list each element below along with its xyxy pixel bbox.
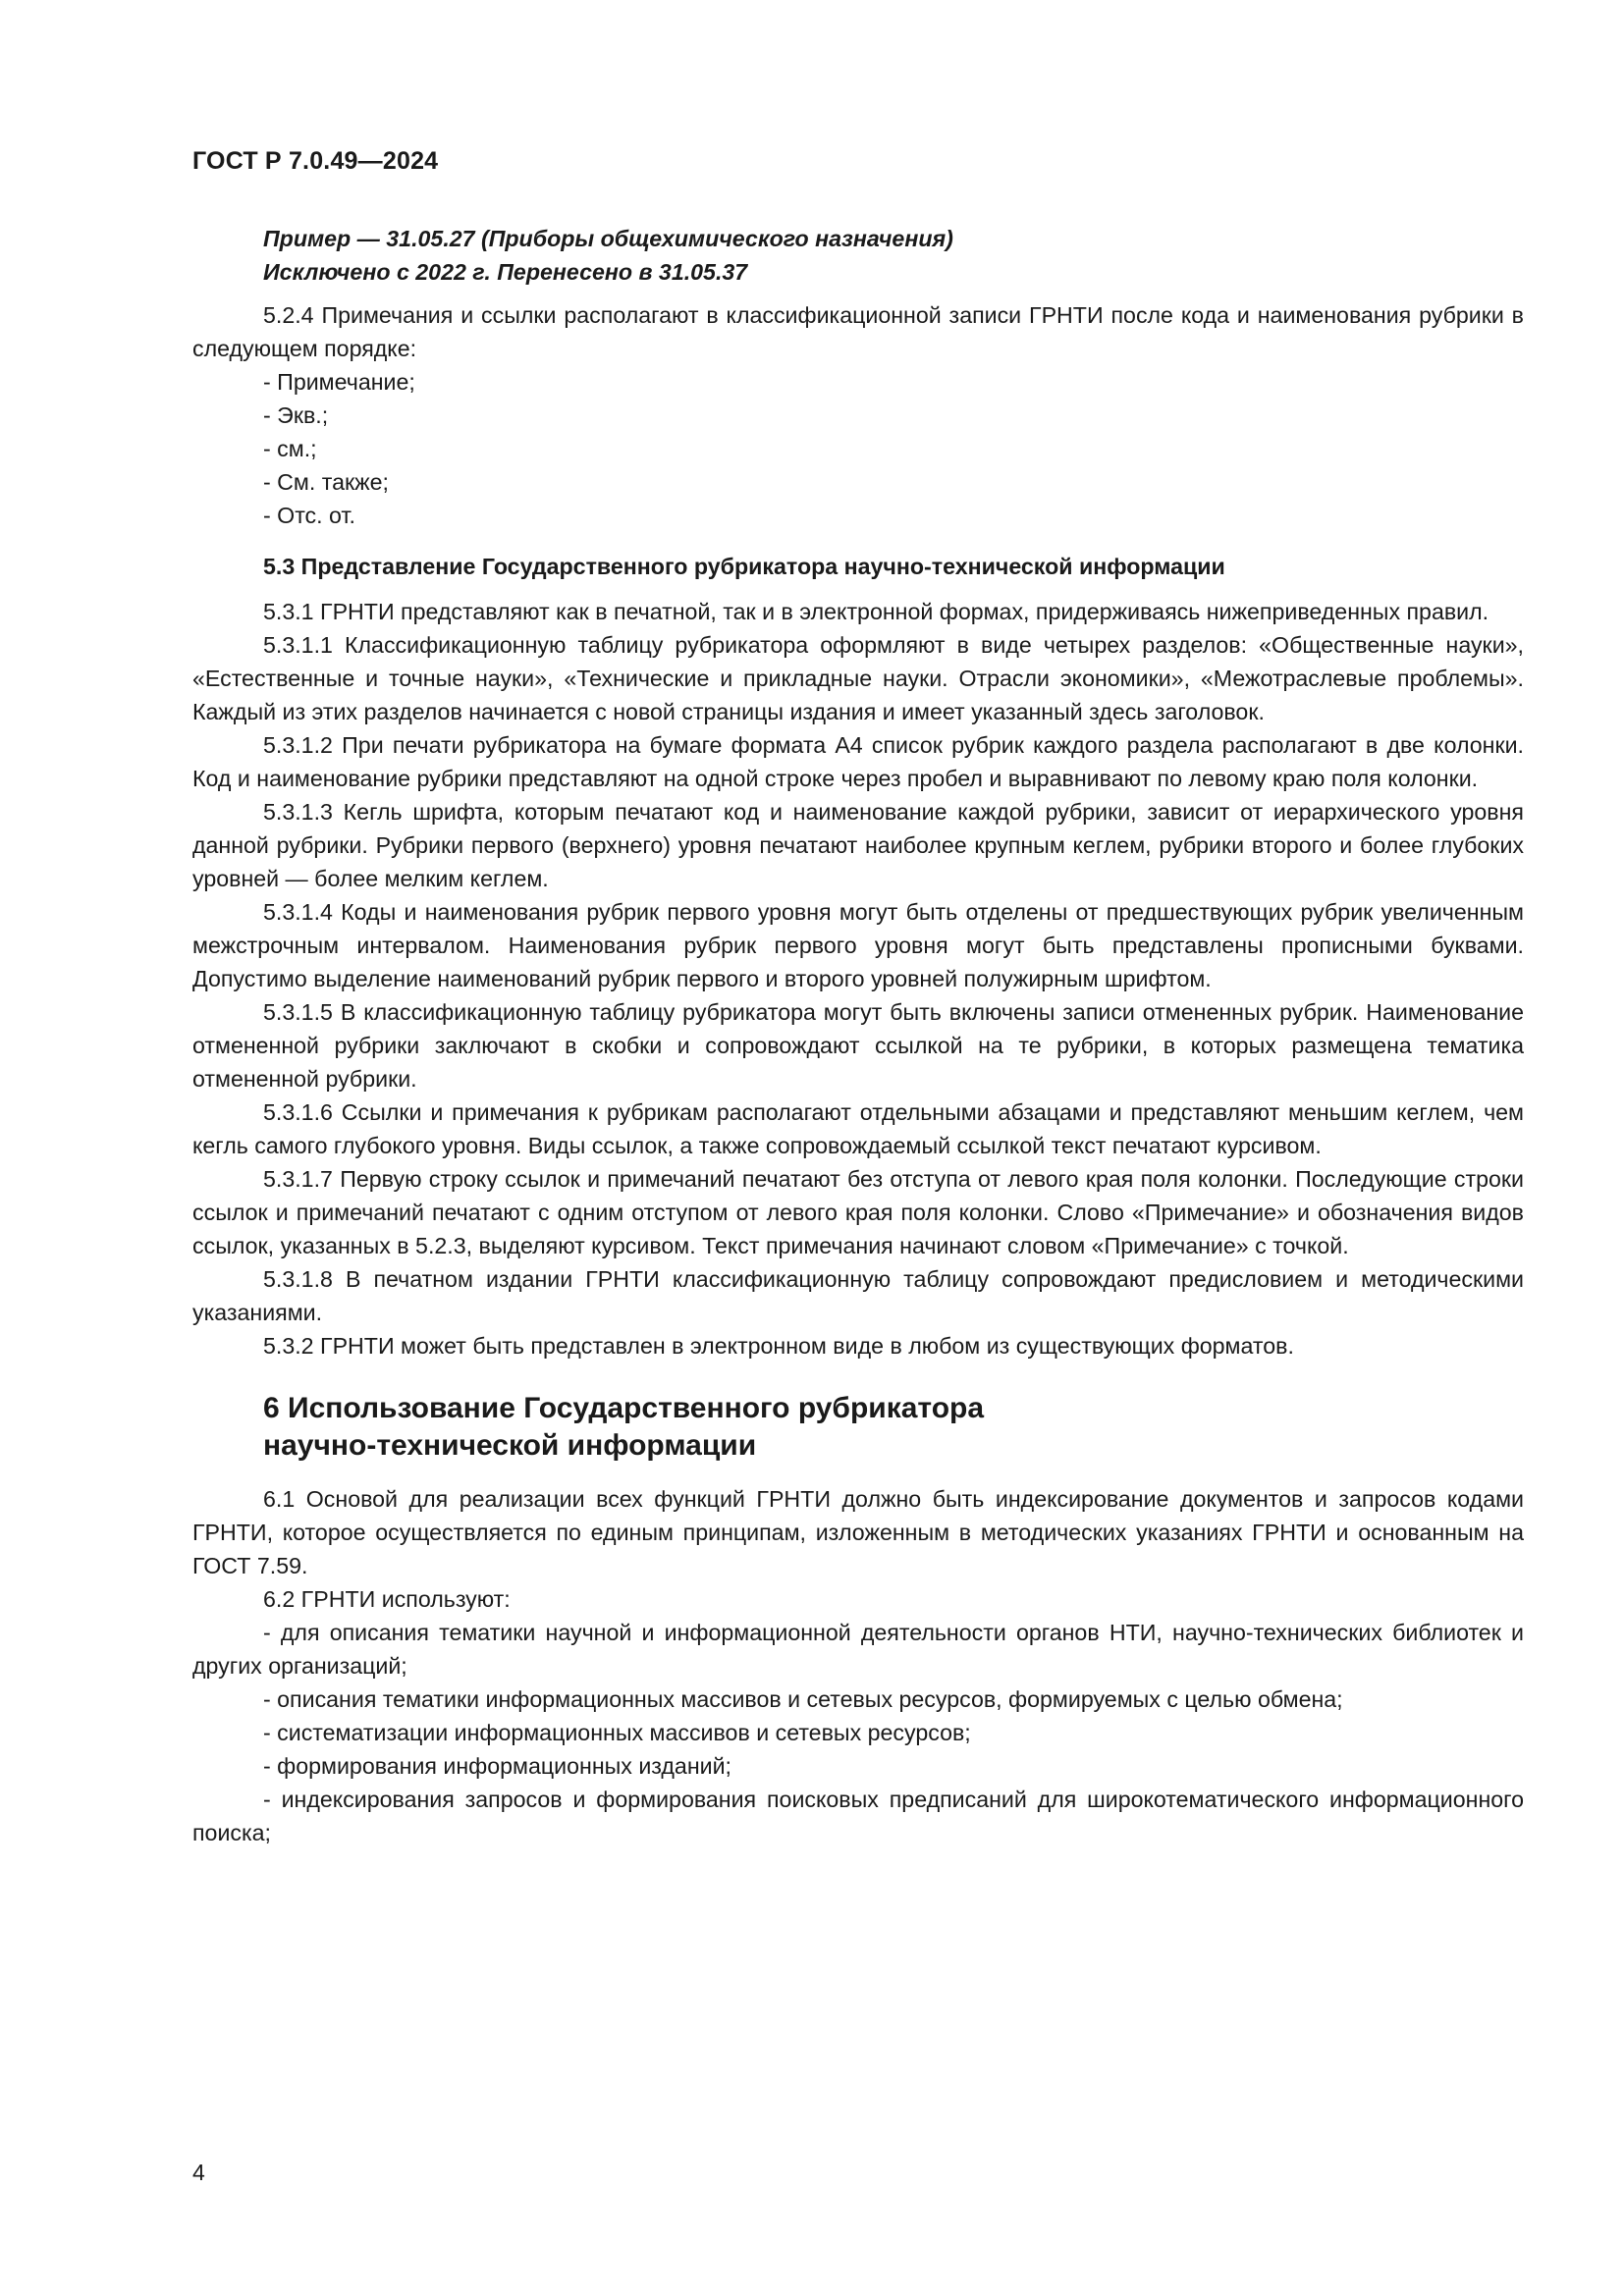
order-list-item: - Экв.;	[263, 402, 329, 428]
paragraph-5-2-4: 5.2.4 Примечания и ссылки располагают в классификационной записи ГРНТИ после кода и наименования рубрики в следующем порядке:	[192, 302, 1524, 361]
page-content	[192, 222, 1524, 1849]
section-6-heading-line-1: 6 Использование Государственного рубрикатора	[263, 1392, 985, 1424]
paragraph-5-3-1: 5.3.1 ГРНТИ представляют как в печатной, так и в электронной формах, придерживаясь нижеприведенных правил.	[263, 599, 1489, 624]
order-list-item: - См. также;	[263, 469, 389, 495]
usage-list-item: - формирования информационных изданий;	[263, 1753, 731, 1779]
paragraph-5-3-1-3: 5.3.1.3 Кегль шрифта, которым печатают код и наименование каждой рубрики, зависит от иерархического уровня данной рубрики. Рубрики первого (верхнего) уровня печатают наиболее крупным кеглем, рубрики второго и более глубоких уровней — более мелким кеглем.	[192, 799, 1524, 891]
order-list-item: - см.;	[263, 436, 317, 461]
order-list-item: - Отс. от.	[263, 503, 355, 528]
example-line-2: Исключено с 2022 г. Перенесено в 31.05.37	[263, 259, 748, 285]
document-header: ГОСТ Р 7.0.49—2024	[192, 147, 439, 175]
example-line-1: Пример — 31.05.27 (Приборы общехимического назначения)	[263, 226, 953, 251]
paragraph-5-3-1-8: 5.3.1.8 В печатном издании ГРНТИ классификационную таблицу сопровождают предисловием и методическими указаниями.	[192, 1266, 1524, 1325]
usage-list-item: - для описания тематики научной и информационной деятельности органов НТИ, научно-технических библиотек и других организаций;	[192, 1620, 1524, 1679]
paragraph-5-3-1-2: 5.3.1.2 При печати рубрикатора на бумаге формата А4 список рубрик каждого раздела располагают в две колонки. Код и наименование рубрики представляют на одной строке через пробел и выравнивают по левому краю поля колонки.	[192, 732, 1524, 791]
section-6-heading-line-2: научно-технической информации	[263, 1429, 757, 1462]
paragraph-5-3-1-1: 5.3.1.1 Классификационную таблицу рубрикатора оформляют в виде четырех разделов: «Общественные науки», «Естественные и точные науки», «Технические и прикладные науки. Отрасли экономики», «Межотраслевые проблемы». Каждый из этих разделов начинается с новой страницы издания и имеет указанный здесь заголовок.	[192, 632, 1524, 724]
paragraph-5-3-1-7: 5.3.1.7 Первую строку ссылок и примечаний печатают без отступа от левого края поля колонки. Последующие строки ссылок и примечаний печатают с одним отступом от левого края поля колонки. Слово «Примечание» и обозначения видов ссылок, указанных в 5.2.3, выделяют курсивом. Текст примечания начинают словом «Примечание» с точкой.	[192, 1166, 1524, 1258]
usage-list-item: - систематизации информационных массивов и сетевых ресурсов;	[263, 1720, 971, 1745]
paragraph-5-3-1-5: 5.3.1.5 В классификационную таблицу рубрикатора могут быть включены записи отмененных рубрик. Наименование отмененной рубрики заключают в скобки и сопровождают ссылкой на те рубрики, в которых размещена тематика отмененной рубрики.	[192, 999, 1524, 1092]
subsection-5-3-heading: 5.3 Представление Государственного рубрикатора научно-технической информации	[263, 554, 1225, 579]
paragraph-5-3-1-4: 5.3.1.4 Коды и наименования рубрик первого уровня могут быть отделены от предшествующих рубрик увеличенным межстрочным интервалом. Наименования рубрик первого уровня могут быть представлены прописными буквами. Допустимо выделение наименований рубрик первого и второго уровней полужирным шрифтом.	[192, 899, 1524, 991]
section-6-heading	[192, 1390, 1524, 1465]
paragraph-6-2: 6.2 ГРНТИ используют:	[263, 1586, 511, 1612]
paragraph-6-1: 6.1 Основой для реализации всех функций ГРНТИ должно быть индексирование документов и запросов кодами ГРНТИ, которое осуществляется по единым принципам, изложенным в методических указаниях ГРНТИ и основанным на ГОСТ 7.59.	[192, 1486, 1524, 1578]
paragraph-5-3-2: 5.3.2 ГРНТИ может быть представлен в электронном виде в любом из существующих форматов.	[263, 1333, 1294, 1359]
paragraph-5-3-1-6: 5.3.1.6 Ссылки и примечания к рубрикам располагают отдельными абзацами и представляют меньшим кеглем, чем кегль самого глубокого уровня. Виды ссылок, а также сопровождаемый ссылкой текст печатают курсивом.	[192, 1099, 1524, 1158]
order-list-item: - Примечание;	[263, 369, 415, 395]
usage-list-item: - описания тематики информационных массивов и сетевых ресурсов, формируемых с целью обмена;	[263, 1686, 1343, 1712]
page-number: 4	[192, 2160, 205, 2185]
usage-list-item: - индексирования запросов и формирования поисковых предписаний для широкотематического информационного поиска;	[192, 1787, 1524, 1845]
